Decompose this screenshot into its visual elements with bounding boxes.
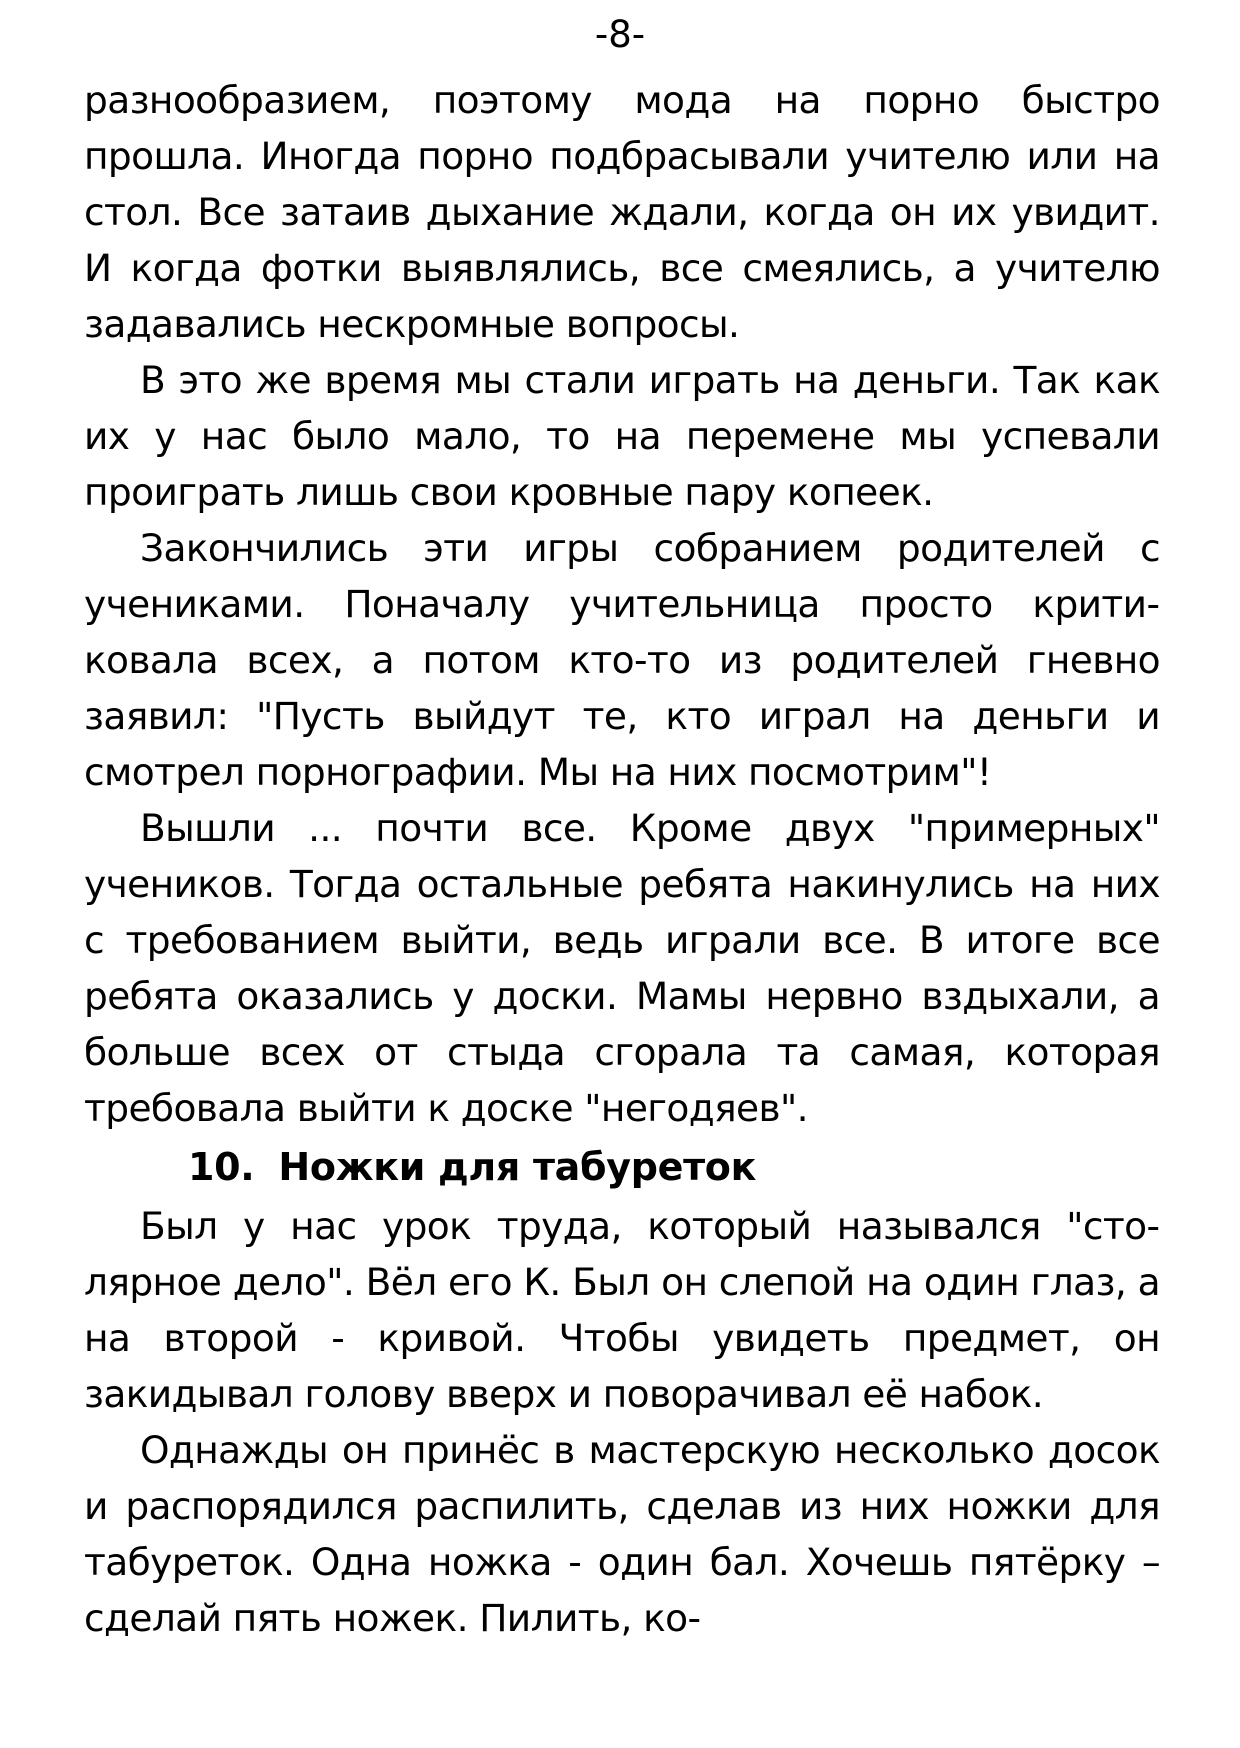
paragraph-stool-legs: Однажды он принёс в мастерскую несколько досок и распорядился распилить, сделав из них ножки для табуреток. Одна ножка - один бал. Хочешь пятёрку – сделай пять ножек. Пилить, ко- (84, 1428, 1160, 1640)
section-heading (84, 1136, 1160, 1198)
section-heading-number: 10. (188, 1145, 255, 1189)
page-number: -8- (594, 13, 646, 56)
document-body (84, 72, 1160, 1646)
section-heading-title: Ножки для табуреток (278, 1145, 757, 1189)
paragraph-parents-meeting: Закончились эти игры собранием родителей с учениками. Поначалу учительница просто критиковала всех, а потом кто-то из родителей гневно заявил: "Пусть выйдут те, кто играл на деньги и смотрел порнографии. Мы на них посмотрим"! (84, 526, 1160, 794)
paragraph-carpentry-lesson: Был у нас урок труда, который назывался "столярное дело". Вёл его К. Был он слепой на один глаз, а на второй - кривой. Чтобы увидеть предмет, он закидывал голову вверх и поворачивал её набок. (84, 1204, 1160, 1416)
paragraph-everyone-out: Вышли ... почти все. Кроме двух "примерных" учеников. Тогда остальные ребята накинулись на них с требованием выйти, ведь играли все. В итоге все ребята оказались у доски. Мамы нервно вздыхали, а больше всех от стыда сгорала та самая, которая требовала выйти к доске "негодяев". (84, 806, 1160, 1130)
paragraph-continuation: разнообразием, поэтому мода на порно быстро прошла. Иногда порно подбрасывали учителю или на стол. Все затаив дыхание ждали, когда он их увидит. И когда фотки выявлялись, все смеялись, а учителю задавались нескромные вопросы. (84, 78, 1160, 346)
paragraph-gambling: В это же время мы стали играть на деньги. Так как их у нас было мало, то на перемене мы успевали проиграть лишь свои кровные пару копеек. (84, 358, 1160, 514)
